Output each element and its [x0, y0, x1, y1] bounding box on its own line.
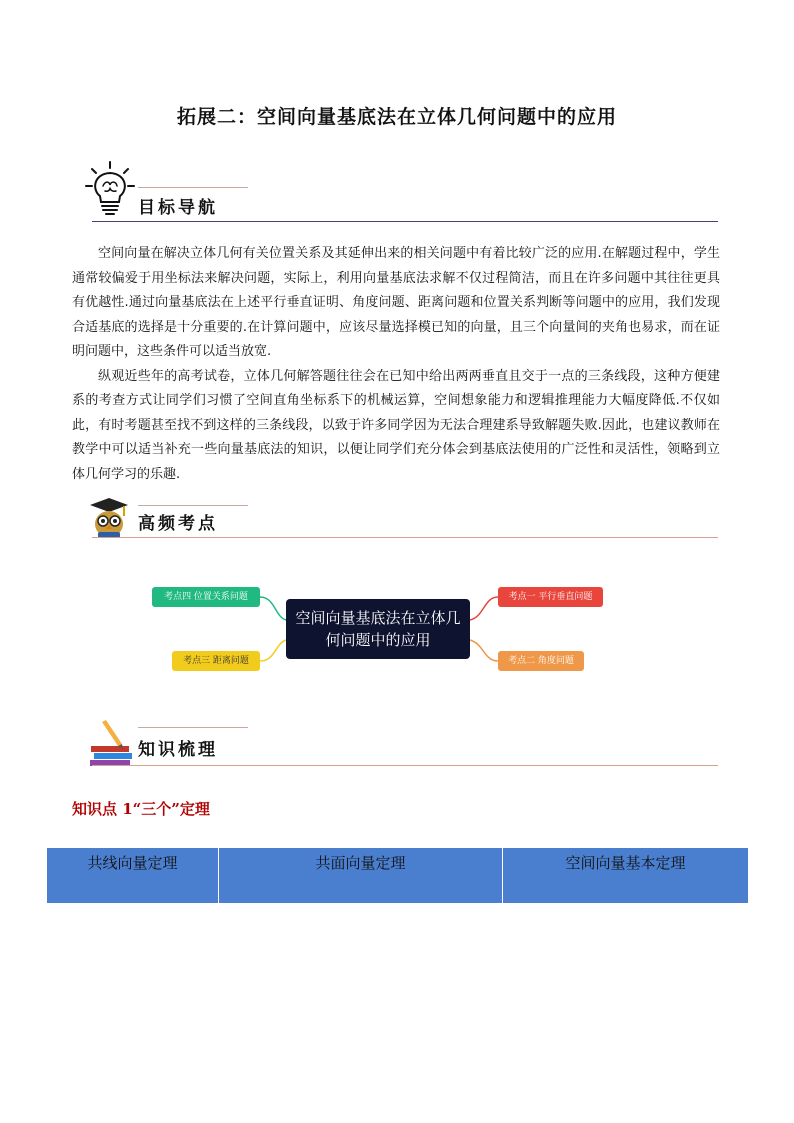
section-header-goal	[82, 160, 718, 230]
section-divider-top	[138, 187, 248, 188]
intro-paragraph-2: 纵观近些年的高考试卷，立体几何解答题往往会在已知中给出两两垂直且交于一点的三条线段，这种方便建系的考查方式让同学们习惯了空间直角坐标系下的机械运算，空间想象能力和逻辑推理能力大幅度降低.不仅如此，有时考题甚至找不到这样的三条线段，以致于许多同学因为无法合理建系导致解题失败.因此，也建议教师在教学中可以适当补充一些向量基底法的知识，以便让同学们充分体会到基底法使用的广泛性和灵活性，领略到立体几何学习的乐趣.	[72, 368, 720, 482]
mindmap-node-2: 考点二 角度问题	[498, 651, 584, 671]
mindmap-node-4: 考点四 位置关系问题	[152, 587, 260, 607]
section-label: 高频考点	[138, 514, 218, 534]
mindmap-node-1: 考点一 平行垂直问题	[498, 587, 603, 607]
document-title: 拓展二：空间向量基底法在立体几何问题中的应用	[176, 106, 617, 128]
section-divider-top	[138, 505, 248, 506]
section-divider	[92, 765, 718, 766]
column-header-coplanar: 共面向量定理	[219, 848, 503, 904]
mindmap-center-node: 空间向量基底法在立体几何问题中的应用	[286, 599, 470, 659]
knowledge-point-title: 知识点 1“三个”定理	[72, 800, 210, 818]
mindmap-node-3: 考点三 距离问题	[172, 651, 260, 671]
theorem-table	[46, 847, 749, 904]
section-divider-top	[138, 727, 248, 728]
column-header-collinear: 共线向量定理	[47, 848, 219, 904]
section-divider	[92, 221, 718, 222]
mindmap	[150, 582, 610, 682]
section-label: 知识梳理	[138, 740, 218, 760]
table-header-row	[47, 848, 749, 904]
intro-paragraph-1: 空间向量在解决立体几何有关位置关系及其延伸出来的相关问题中有着比较广泛的应用.在解题过程中，学生通常较偏爱于用坐标法来解决问题，实际上，利用向量基底法求解不仅过程简洁，而且在许多问题中其往往更具有优越性.通过向量基底法在上述平行垂直证明、角度问题、距离问题和位置关系判断等问题中的应用，我们发现合适基底的选择是十分重要的.在计算问题中，应该尽量选择模已知的向量，且三个向量间的夹角也易求，而在证明问题中，这些条件可以适当放宽.	[72, 246, 720, 359]
intro-text	[72, 242, 720, 487]
lightbulb-brain-icon	[84, 160, 136, 218]
column-header-basic-theorem: 空间向量基本定理	[503, 848, 749, 904]
section-header-hot	[82, 490, 718, 560]
section-label: 目标导航	[138, 198, 218, 218]
graduate-owl-icon	[88, 496, 130, 540]
section-header-knowledge	[82, 712, 718, 782]
section-divider	[92, 537, 718, 538]
books-pencil-icon	[88, 718, 138, 768]
